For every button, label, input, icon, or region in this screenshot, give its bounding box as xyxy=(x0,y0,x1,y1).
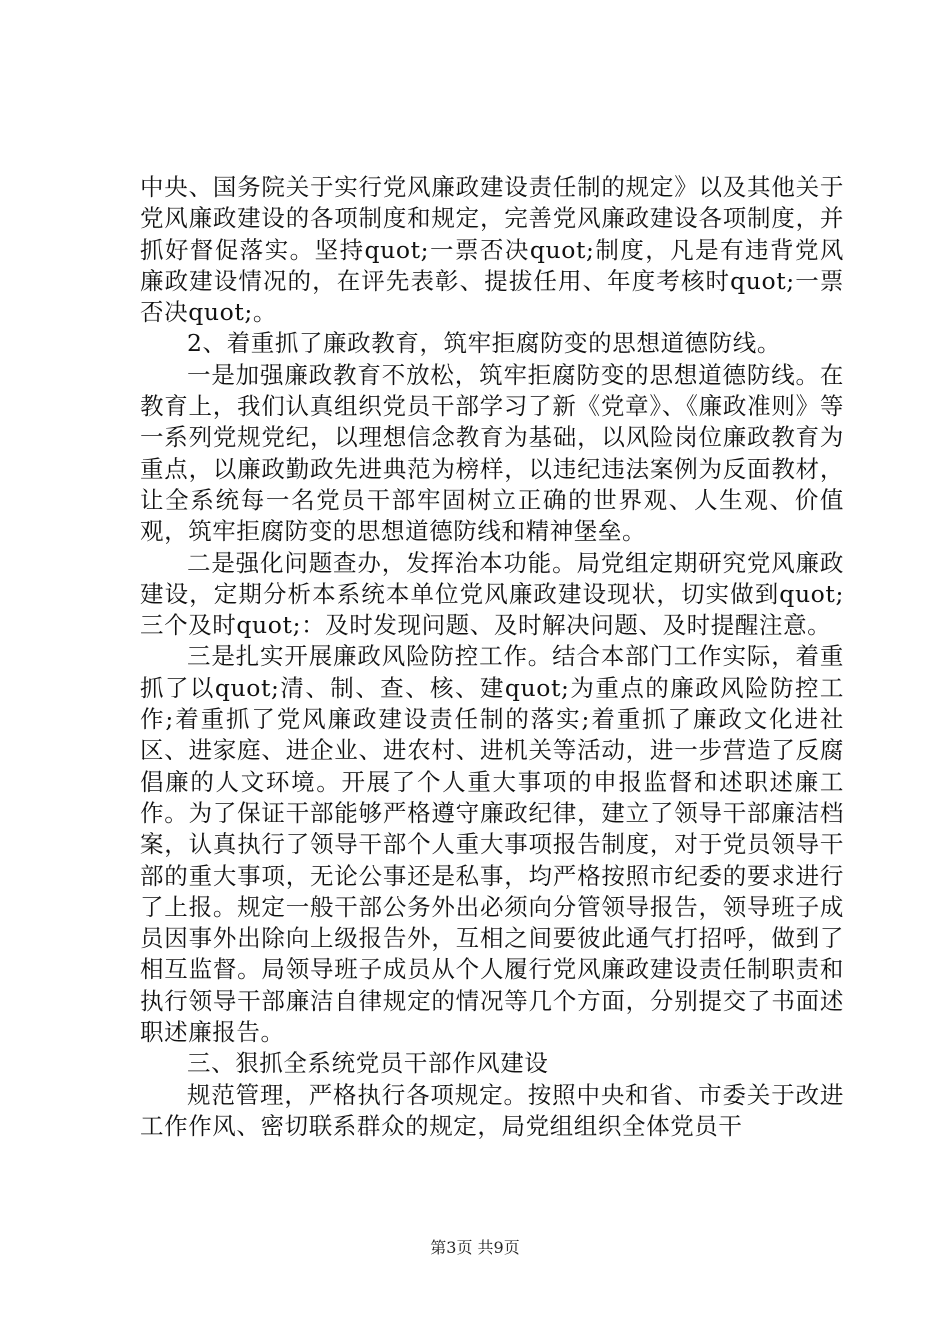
paragraph-4: 二是强化问题查办，发挥治本功能。局党组定期研究党风廉政建设，定期分析本系统本单位党风廉政建设现状，切实做到quot;三个及时quot;：及时发现问题、及时解决问题、及时提醒注意。 xyxy=(140,548,844,640)
page-number-footer: 第3页 共9页 xyxy=(430,1238,520,1257)
paragraph-6: 规范管理，严格执行各项规定。按照中央和省、市委关于改进工作作风、密切联系群众的规定，局党组组织全体党员干 xyxy=(140,1080,844,1140)
paragraph-1: 中央、国务院关于实行党风廉政建设责任制的规定》以及其他关于党风廉政建设的各项制度和规定，完善党风廉政建设各项制度，并抓好督促落实。坚持quot;一票否决quot;制度，凡是有违背党风廉政建设情况的，在评先表彰、提拔任用、年度考核时quot;一票否决quot;。 xyxy=(140,173,844,327)
paragraph-3: 一是加强廉政教育不放松，筑牢拒腐防变的思想道德防线。在教育上，我们认真组织党员干部学习了新《党章》、《廉政准则》等一系列党规党纪，以理想信念教育为基础，以风险岗位廉政教育为重点，以廉政勤政先进典范为榜样，以违纪违法案例为反面教材，让全系统每一名党员干部牢固树立正确的世界观、人生观、价值观，筑牢拒腐防变的思想道德防线和精神堡垒。 xyxy=(140,360,844,546)
body-text xyxy=(140,172,844,1142)
paragraph-2-heading: 2、着重抓了廉政教育，筑牢拒腐防变的思想道德防线。 xyxy=(187,329,781,358)
section-heading: 三、狠抓全系统党员干部作风建设 xyxy=(187,1049,549,1078)
paragraph-5: 三是扎实开展廉政风险防控工作。结合本部门工作实际，着重抓了以quot;清、制、查、核、建quot;为重点的廉政风险防控工作;着重抓了党风廉政建设责任制的落实;着重抓了廉政文化进社区、进家庭、进企业、进农村、进机关等活动，进一步营造了反腐倡廉的人文环境。开展了个人重大事项的申报监督和述职述廉工作。为了保证干部能够严格遵守廉政纪律，建立了领导干部廉洁档案，认真执行了领导干部个人重大事项报告制度，对于党员领导干部的重大事项，无论公事还是私事，均严格按照市纪委的要求进行了上报。规定一般干部公务外出必须向分管领导报告，领导班子成员因事外出除向上级报告外，互相之间要彼此通气打招呼，做到了相互监督。局领导班子成员从个人履行党风廉政建设责任制职责和执行领导干部廉洁自律规定的情况等几个方面，分别提交了书面述职述廉报告。 xyxy=(140,642,844,1047)
